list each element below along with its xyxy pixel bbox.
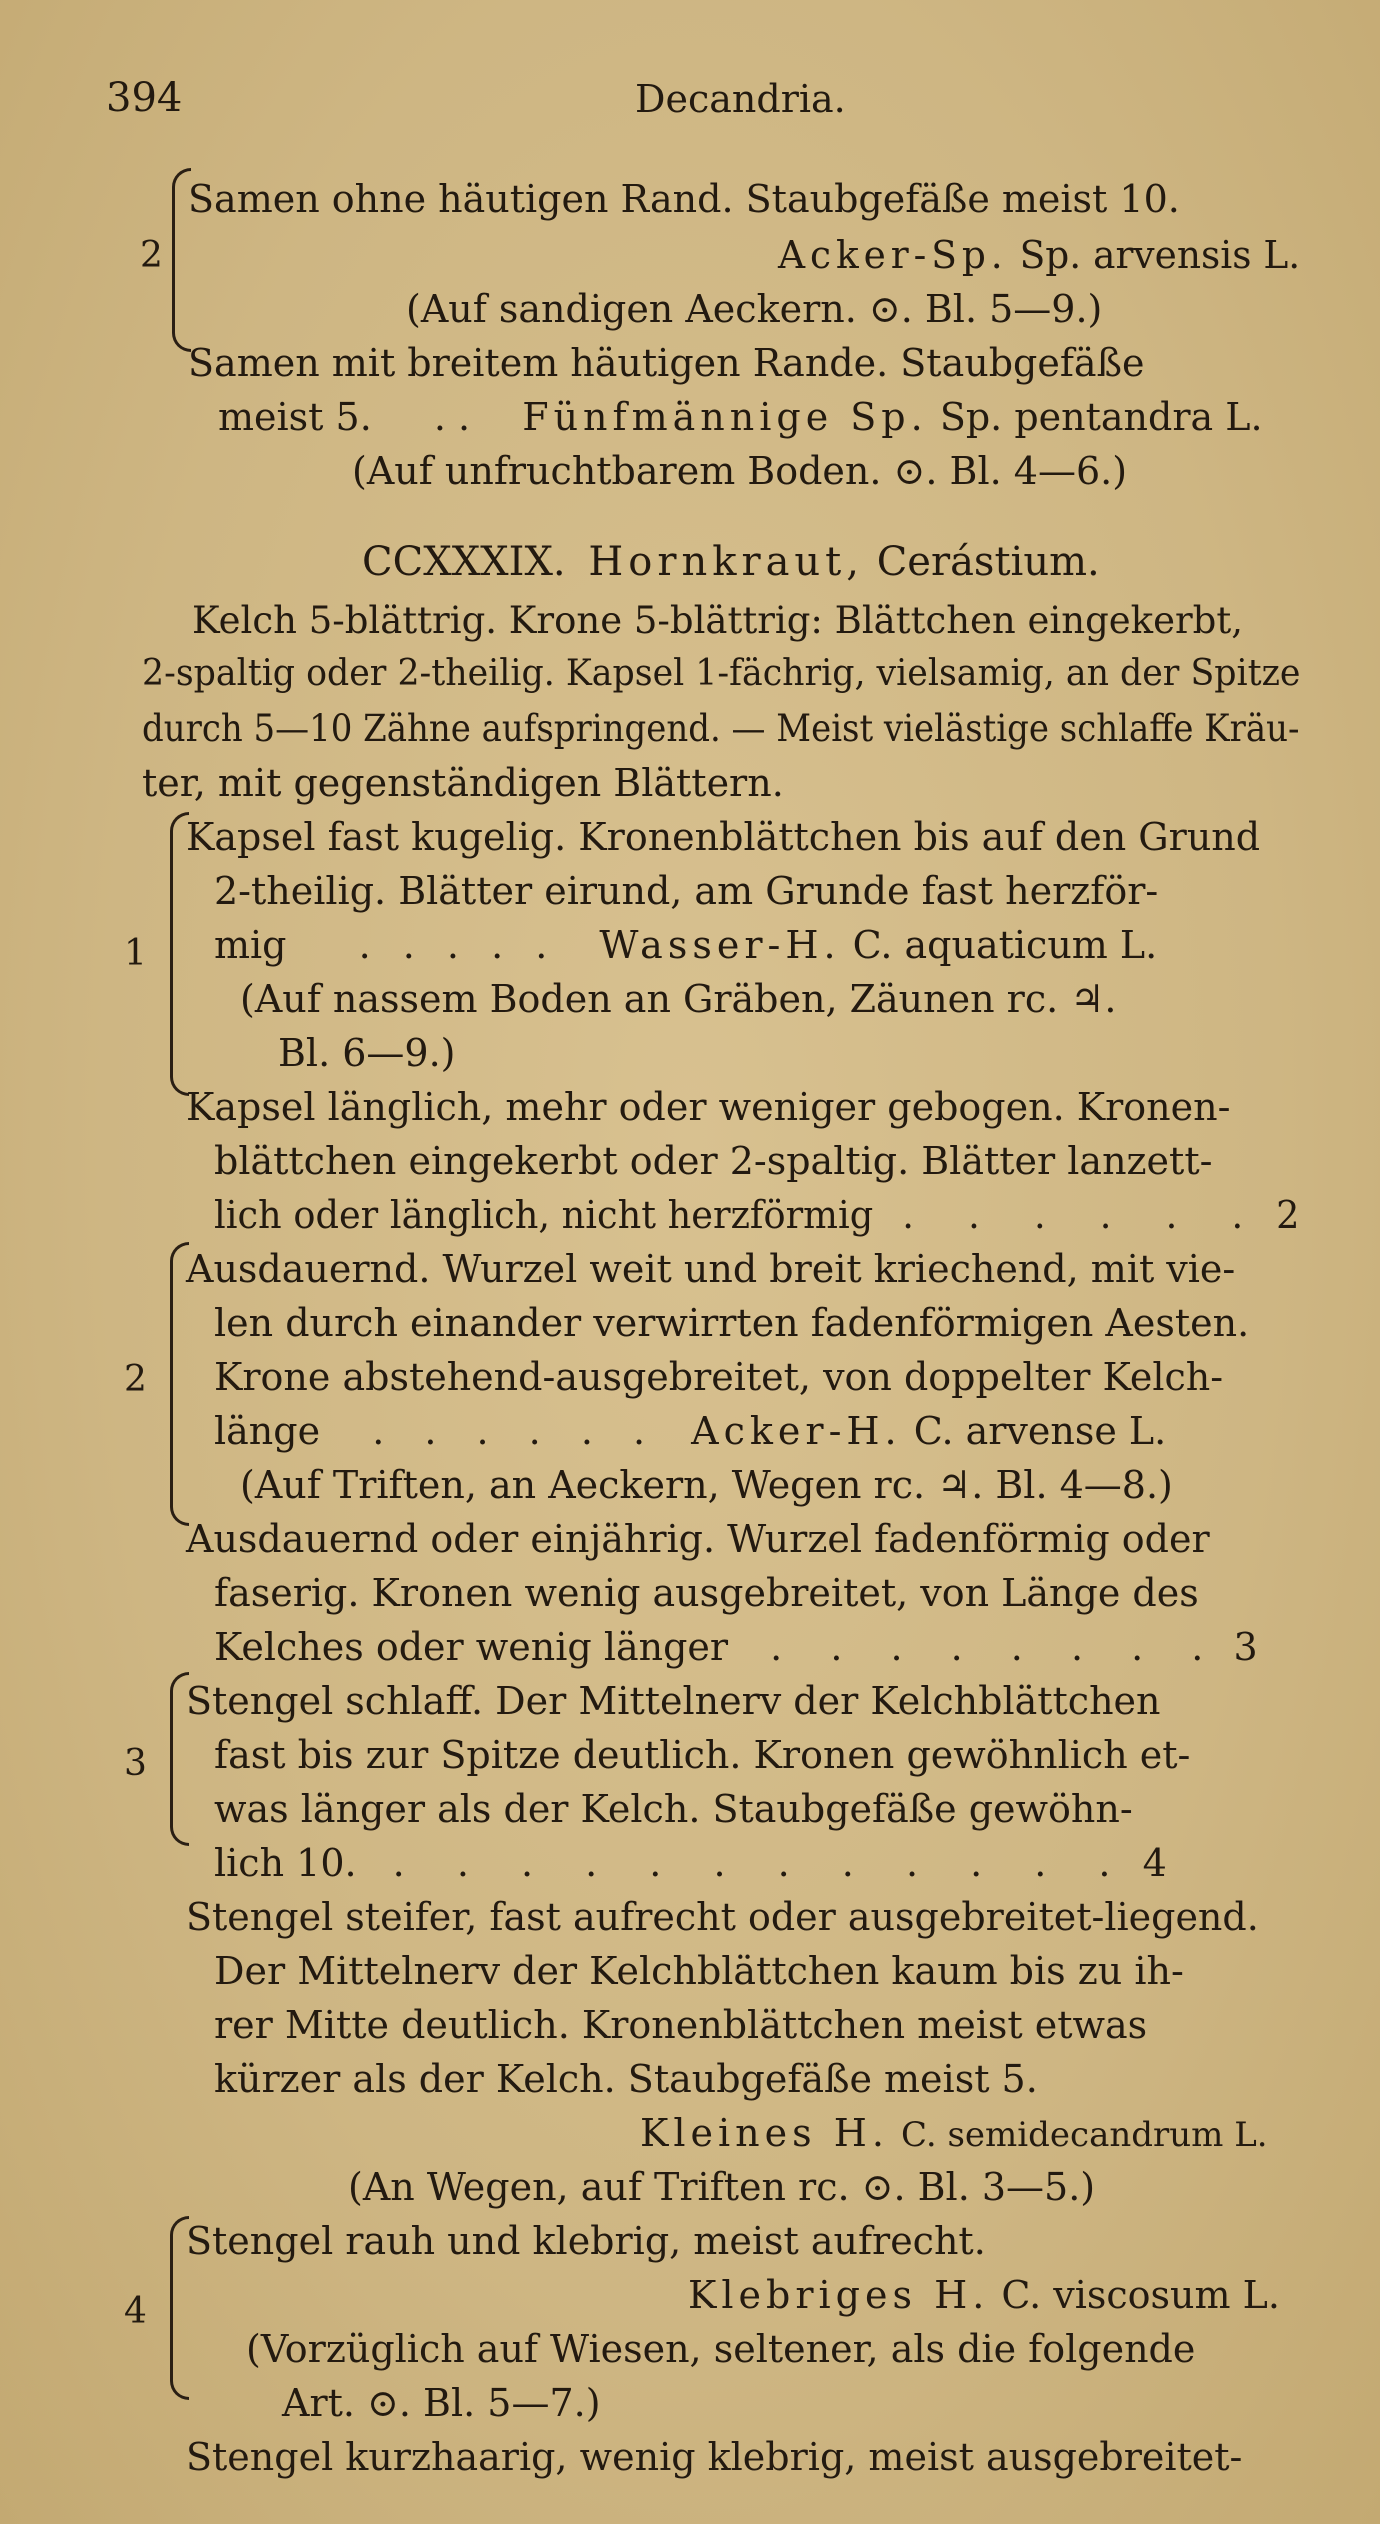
key-line-start: mig (214, 923, 287, 967)
species-entry (214, 923, 1158, 967)
habitat-note: Bl. 6—9.) (278, 1031, 456, 1075)
key-line: 2-theilig. Blätter eirund, am Grunde fast herzför- (214, 869, 1159, 913)
species-entry (688, 2273, 1280, 2317)
species-name-lat: Sp. arvensis L. (1019, 233, 1301, 277)
leader-dots: . . . . . . (372, 1409, 660, 1453)
species-name-de: Acker-Sp. (778, 233, 1008, 277)
couplet-number: 2 (124, 1359, 147, 1400)
key-line: Stengel schlaff. Der Mittelnerv der Kelchblättchen (186, 1679, 1161, 1723)
couplet-number: 1 (124, 933, 147, 974)
page-number: 394 (106, 75, 183, 121)
key-line-with-ref (214, 1841, 1167, 1885)
key-line-start: länge (214, 1409, 321, 1453)
genus-description-line: 2-spaltig oder 2-theilig. Kapsel 1-fächrig, vielsamig, an der Spitze (142, 653, 1301, 694)
leader-dots: . . . . . (358, 923, 558, 967)
species-name-de: Wasser-H. (599, 923, 841, 967)
habitat-note: (Auf sandigen Aeckern. ⊙. Bl. 5—9.) (406, 287, 1103, 331)
leader-dots: . . . . . . . . (770, 1625, 1222, 1669)
leader-dots: . . . . . . . . . . . . (392, 1841, 1131, 1885)
key-line: Krone abstehend-ausgebreitet, von doppelter Kelch- (214, 1355, 1224, 1399)
habitat-note: (An Wegen, auf Triften rc. ⊙. Bl. 3—5.) (348, 2165, 1096, 2209)
habitat-note: (Vorzüglich auf Wiesen, seltener, als die folgende (246, 2327, 1196, 2371)
key-line: blättchen eingekerbt oder 2-spaltig. Blätter lanzett- (214, 1139, 1213, 1183)
key-line: faserig. Kronen wenig ausgebreitet, von Länge des (214, 1571, 1199, 1615)
key-line-with-ref (214, 1193, 1300, 1237)
key-line: Stengel steifer, fast aufrecht oder ausgebreitet-liegend. (186, 1895, 1259, 1939)
habitat-note: (Auf unfruchtbarem Boden. ⊙. Bl. 4—6.) (352, 449, 1128, 493)
key-line: Kapsel fast kugelig. Kronenblättchen bis auf den Grund (186, 815, 1261, 859)
couplet-ref: 3 (1233, 1625, 1258, 1669)
key-line: len durch einander verwirrten fadenförmigen Aesten. (214, 1301, 1250, 1345)
key-line: lich 10. (214, 1841, 357, 1885)
key-line: Kelches oder wenig länger (214, 1625, 729, 1669)
genus-description-line: ter, mit gegenständigen Blättern. (142, 761, 784, 805)
species-entry (640, 2111, 1268, 2155)
species-entry (214, 1409, 1167, 1453)
key-line: Der Mittelnerv der Kelchblättchen kaum bis zu ih- (214, 1949, 1184, 1993)
key-line: rer Mitte deutlich. Kronenblättchen meist etwas (214, 2003, 1148, 2047)
key-line: kürzer als der Kelch. Staubgefäße meist 5. (214, 2057, 1038, 2101)
couplet-ref: 2 (1276, 1193, 1300, 1237)
species-name-lat: Sp. pentandra L. (939, 395, 1263, 439)
key-line: fast bis zur Spitze deutlich. Kronen gewöhnlich et- (214, 1733, 1191, 1777)
species-name-lat: C. semidecandrum L. (901, 2115, 1268, 2155)
key-line: Samen ohne häutigen Rand. Staubgefäße meist 10. (188, 177, 1180, 221)
genus-heading (362, 539, 1100, 585)
couplet-number: 4 (124, 2291, 147, 2332)
species-name-de: Kleines H. (640, 2111, 889, 2155)
key-line-with-ref (214, 1625, 1258, 1669)
species-name-lat: C. arvense L. (913, 1409, 1167, 1453)
key-line: lich oder länglich, nicht herzförmig (214, 1193, 874, 1237)
habitat-note: Art. ⊙. Bl. 5—7.) (282, 2381, 601, 2425)
running-title: Decandria. (635, 77, 846, 121)
genus-description-line: durch 5—10 Zähne aufspringend. — Meist vielästige schlaffe Kräu- (142, 707, 1300, 750)
genus-name-lat: Cerástium. (876, 539, 1100, 585)
genus-description-line: Kelch 5-blättrig. Krone 5-blättrig: Blättchen eingekerbt, (192, 599, 1243, 642)
genus-number: CCXXXIX. (362, 539, 566, 585)
species-entry (778, 233, 1301, 277)
key-line: Kapsel länglich, mehr oder weniger gebogen. Kronen- (186, 1085, 1231, 1129)
couplet-ref: 4 (1142, 1841, 1167, 1885)
genus-name-de: Hornkraut, (588, 539, 864, 585)
species-name-lat: C. aquaticum L. (852, 923, 1158, 967)
habitat-note: (Auf Triften, an Aeckern, Wegen rc. ♃. Bl. 4—8.) (240, 1463, 1173, 1507)
key-line: Samen mit breitem häutigen Rande. Staubgefäße (188, 341, 1145, 385)
key-line-start: meist 5. (218, 395, 372, 439)
key-line: Stengel rauh und klebrig, meist aufrecht. (186, 2219, 986, 2263)
key-line: Stengel kurzhaarig, wenig klebrig, meist ausgebreitet- (186, 2435, 1243, 2479)
leader-dots: . . . . . . (902, 1193, 1265, 1237)
habitat-note: (Auf nassem Boden an Gräben, Zäunen rc. ♃. (240, 977, 1117, 1021)
species-name-lat: C. viscosum L. (1001, 2273, 1280, 2317)
species-name-de: Fünfmännige Sp. (522, 395, 928, 439)
couplet-number: 2 (140, 235, 163, 276)
key-line: was länger als der Kelch. Staubgefäße gewöhn- (214, 1787, 1133, 1831)
couplet-number: 3 (124, 1743, 147, 1784)
key-line: Ausdauernd oder einjährig. Wurzel fadenförmig oder (186, 1517, 1210, 1561)
leader-dots: . . (433, 395, 471, 439)
species-entry (218, 395, 1263, 439)
species-name-de: Klebriges H. (688, 2273, 990, 2317)
key-line: Ausdauernd. Wurzel weit und breit kriechend, mit vie- (186, 1247, 1236, 1291)
species-name-de: Acker-H. (691, 1409, 902, 1453)
